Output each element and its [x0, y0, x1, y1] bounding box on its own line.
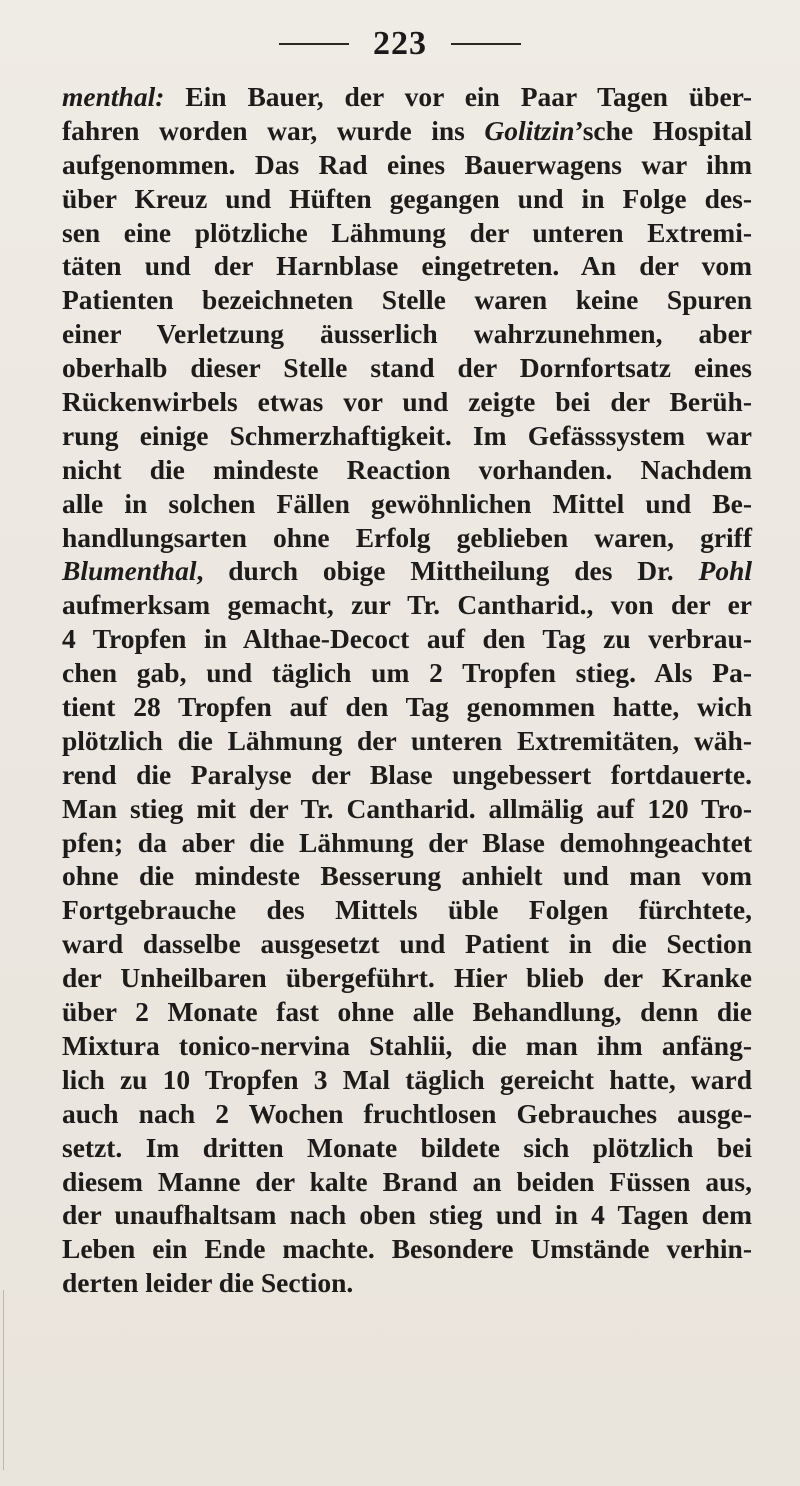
italic-name: Pohl	[698, 555, 752, 587]
text-segment: rend die Paralyse der Blase ungebessert fortdauerte.	[62, 758, 752, 790]
text-segment: der unaufhaltsam nach oben stieg und in 4 Tagen dem	[62, 1199, 752, 1231]
text-line	[62, 554, 752, 588]
header-rule-left	[279, 43, 349, 45]
text-line	[62, 1266, 752, 1300]
text-segment: Fortgebrauche des Mittels üble Folgen fürchtete,	[62, 894, 752, 926]
text-line	[62, 487, 752, 521]
text-line	[62, 724, 752, 758]
text-line	[62, 148, 752, 182]
text-line	[62, 1131, 752, 1165]
text-segment: nicht die mindeste Reaction vorhanden. Nachdem	[62, 453, 752, 485]
text-line	[62, 690, 752, 724]
text-segment: auch nach 2 Wochen fruchtlosen Gebrauches ausge-	[62, 1097, 752, 1129]
text-segment: plötzlich die Lähmung der unteren Extremitäten, wäh-	[62, 724, 752, 756]
text-line	[62, 1063, 752, 1097]
text-segment: der Unheilbaren übergeführt. Hier blieb der Kranke	[62, 962, 752, 994]
text-line	[62, 758, 752, 792]
text-segment: ohne die mindeste Besserung anhielt und man vom	[62, 860, 752, 892]
text-segment: ward dasselbe ausgesetzt und Patient in die Section	[62, 928, 752, 960]
text-line	[62, 995, 752, 1029]
text-segment: lich zu 10 Tropfen 3 Mal täglich gereicht hatte, ward	[62, 1063, 752, 1095]
page-number: 223	[373, 25, 427, 62]
text-segment: setzt. Im dritten Monate bildete sich plötzlich bei	[62, 1131, 752, 1163]
text-segment: alle in solchen Fällen gewöhnlichen Mittel und Be-	[62, 487, 752, 519]
header-rule-right	[451, 43, 521, 45]
text-segment: Rückenwirbels etwas vor und zeigte bei der Berüh-	[62, 386, 752, 418]
text-segment: Patienten bezeichneten Stelle waren keine Spuren	[62, 284, 752, 316]
text-segment: Mixtura tonico-nervina Stahlii, die man ihm anfäng-	[62, 1029, 752, 1061]
text-segment: rung einige Schmerzhaftigkeit. Im Gefässsystem war	[62, 419, 752, 451]
text-line	[62, 521, 752, 555]
text-line	[62, 182, 752, 216]
text-segment: fahren worden war, wurde ins	[62, 114, 485, 146]
text-segment: ’sche Hospital	[574, 114, 752, 146]
text-line	[62, 317, 752, 351]
text-line	[62, 588, 752, 622]
text-line	[62, 1232, 752, 1266]
text-line	[62, 283, 752, 317]
text-line	[62, 622, 752, 656]
italic-name: Golitzin	[484, 114, 575, 146]
text-line	[62, 114, 752, 148]
text-line	[62, 1029, 752, 1063]
text-line	[62, 656, 752, 690]
text-segment: tient 28 Tropfen auf den Tag genommen hatte, wich	[62, 691, 752, 723]
text-line	[62, 216, 752, 250]
text-segment: 4 Tropfen in Althae-Decoct auf den Tag zu verbrau-	[62, 623, 752, 655]
text-segment: handlungsarten ohne Erfolg geblieben waren, griff	[62, 521, 752, 553]
text-line	[62, 80, 752, 114]
text-segment: sen eine plötzliche Lähmung der unteren Extremi-	[62, 216, 752, 248]
text-line	[62, 859, 752, 893]
text-segment: Ein Bauer, der vor ein Paar Tagen über-	[164, 81, 752, 112]
text-segment: einer Verletzung äusserlich wahrzunehmen, aber	[62, 318, 752, 350]
text-segment: aufgenommen. Das Rad eines Bauerwagens war ihm	[62, 148, 752, 180]
text-segment: , durch obige Mittheilung des Dr.	[196, 555, 699, 587]
text-line	[62, 453, 752, 487]
text-segment: aufmerksam gemacht, zur Tr. Cantharid., von der er	[62, 589, 752, 621]
text-line	[62, 1097, 752, 1131]
italic-name: menthal:	[62, 81, 165, 112]
text-line	[62, 826, 752, 860]
text-segment: derten leider die Section.	[62, 1267, 354, 1299]
text-line	[62, 419, 752, 453]
text-segment: diesem Manne der kalte Brand an beiden Füssen aus,	[62, 1165, 752, 1197]
text-line	[62, 927, 752, 961]
text-segment: täten und der Harnblase eingetreten. An der vom	[62, 250, 752, 282]
text-line	[62, 792, 752, 826]
text-segment: Leben ein Ende machte. Besondere Umstände verhin-	[62, 1233, 752, 1265]
text-segment: oberhalb dieser Stelle stand der Dornfortsatz eines	[62, 352, 752, 384]
text-segment: über 2 Monate fast ohne alle Behandlung, denn die	[62, 996, 752, 1028]
margin-line	[3, 1290, 4, 1470]
text-segment: chen gab, und täglich um 2 Tropfen stieg. Als Pa-	[62, 657, 752, 689]
text-segment: über Kreuz und Hüften gegangen und in Folge des-	[62, 182, 752, 214]
italic-name: Blumenthal	[62, 555, 197, 587]
text-line	[62, 385, 752, 419]
text-line	[62, 1198, 752, 1232]
text-line	[62, 1165, 752, 1199]
text-segment: pfen; da aber die Lähmung der Blase demohngeachtet	[62, 826, 752, 858]
text-segment: Man stieg mit der Tr. Cantharid. allmälig auf 120 Tro-	[62, 792, 752, 824]
page-header	[0, 24, 800, 64]
body-text	[62, 80, 752, 1300]
text-line	[62, 893, 752, 927]
text-line	[62, 961, 752, 995]
text-line	[62, 351, 752, 385]
text-line	[62, 249, 752, 283]
